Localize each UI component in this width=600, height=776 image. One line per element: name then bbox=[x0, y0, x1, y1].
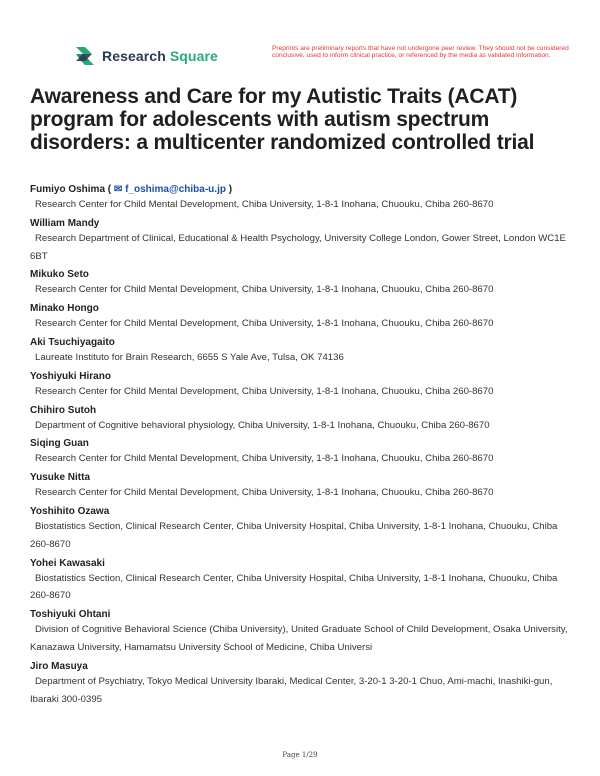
author-entry bbox=[30, 268, 575, 299]
author-affiliation: Division of Cognitive Behavioral Science (Chiba University), United Graduate School of Child Development, Osaka University, Kanazawa University, Hamamatsu University School of Medicine, Chiba Universi bbox=[30, 624, 568, 653]
author-name bbox=[30, 660, 575, 673]
author-name bbox=[30, 183, 575, 196]
author-affiliation: Research Department of Clinical, Educational & Health Psychology, University College London, Gower Street, London WC1E 6BT bbox=[30, 232, 566, 262]
author-entry bbox=[30, 437, 575, 468]
author-name-text: Yohei Kawasaki bbox=[30, 557, 105, 569]
author-affiliation: Research Center for Child Mental Development, Chiba University, 1-8-1 Inohana, Chuouku, Chiba 260-8670 bbox=[35, 385, 494, 397]
author-name-text: Fumiyo Oshima bbox=[30, 184, 106, 195]
author-entry bbox=[30, 660, 575, 709]
author-affiliation: Department of Psychiatry, Tokyo Medical University Ibaraki, Medical Center, 3-20-1 3-20-1 Chuo, Ami-machi, Inashiki-gun, Ibaraki 300-0395 bbox=[30, 675, 553, 705]
author-name-text: Yoshihito Ozawa bbox=[30, 505, 110, 517]
author-entry bbox=[30, 217, 575, 266]
logo-word-research: Research bbox=[102, 48, 170, 64]
author-name bbox=[30, 608, 575, 621]
author-affiliation: Research Center for Child Mental Development, Chiba University, 1-8-1 Inohana, Chuouku, Chiba 260-8670 bbox=[35, 284, 494, 296]
author-affiliation: Laureate Instituto for Brain Research, 6655 S Yale Ave, Tulsa, OK 74136 bbox=[35, 351, 344, 363]
author-email-link[interactable]: f_oshima@chiba-u.jp bbox=[125, 184, 226, 195]
author-affiliation: Biostatistics Section, Clinical Research Center, Chiba University Hospital, Chiba University, 1-8-1 Inohana, Chuouku, Chiba 260-8670 bbox=[30, 572, 558, 602]
email-paren-open: ( bbox=[105, 184, 114, 195]
author-affiliation: Research Center for Child Mental Development, Chiba University, 1-8-1 Inohana, Chuouku, Chiba 260-8670 bbox=[35, 453, 494, 465]
logo-word-square: Square bbox=[169, 48, 218, 64]
envelope-icon: ✉ bbox=[113, 184, 126, 195]
author-name-text: Siqing Guan bbox=[30, 438, 89, 450]
author-name bbox=[30, 471, 575, 484]
author-name-text: William Mandy bbox=[30, 217, 100, 229]
author-name bbox=[30, 268, 575, 281]
author-entry bbox=[30, 370, 575, 401]
author-name-text: Chihiro Sutoh bbox=[30, 404, 97, 416]
author-name bbox=[30, 437, 575, 450]
author-name bbox=[30, 336, 575, 349]
author-affiliation: Research Center for Child Mental Development, Chiba University, 1-8-1 Inohana, Chuouku, Chiba 260-8670 bbox=[35, 318, 494, 330]
author-name-text: Yusuke Nitta bbox=[30, 472, 91, 484]
author-name-text: Jiro Masuya bbox=[30, 660, 88, 672]
author-affiliation: Department of Cognitive behavioral physiology, Chiba University, 1-8-1 Inohana, Chuouku, Chiba 260-8670 bbox=[35, 419, 490, 431]
author-entry bbox=[30, 336, 575, 367]
author-affiliation: Biostatistics Section, Clinical Research Center, Chiba University Hospital, Chiba University, 1-8-1 Inohana, Chuouku, Chiba 260-8670 bbox=[30, 520, 558, 550]
author-name bbox=[30, 505, 575, 518]
author-name bbox=[30, 404, 575, 417]
paper-title: Awareness and Care for my Autistic Traits (ACAT) program for adolescents with autism spectrum disorders: a multicenter randomized controlled trial bbox=[30, 85, 535, 154]
author-name bbox=[30, 557, 575, 570]
author-entry bbox=[30, 404, 575, 435]
author-name-text: Yoshiyuki Hirano bbox=[30, 370, 111, 382]
logo-text bbox=[102, 48, 218, 64]
author-name bbox=[30, 217, 575, 230]
author-entry bbox=[30, 557, 575, 606]
author-affiliation: Research Center for Child Mental Development, Chiba University, 1-8-1 Inohana, Chuouku, Chiba 260-8670 bbox=[35, 199, 494, 210]
author-name bbox=[30, 370, 575, 383]
email-paren-close: ) bbox=[225, 184, 233, 195]
author-name-text: Aki Tsuchiyagaito bbox=[30, 336, 115, 348]
author-list bbox=[30, 180, 575, 708]
author-name-text: Toshiyuki Ohtani bbox=[30, 609, 111, 621]
author-entry bbox=[30, 183, 575, 214]
author-entry bbox=[30, 608, 575, 657]
author-name-text: Mikuko Seto bbox=[30, 269, 89, 281]
page-number: Page 1/29 bbox=[282, 751, 318, 759]
research-square-logo-icon bbox=[74, 45, 96, 67]
research-square-logo[interactable] bbox=[74, 45, 218, 67]
preprint-notice: Preprints are preliminary reports that have not undergone peer review. They should not be considered conclusive, used to inform clinical practice, or referenced by the media as validated information. bbox=[272, 45, 569, 60]
author-name-text: Minako Hongo bbox=[30, 303, 99, 315]
author-name bbox=[30, 302, 575, 315]
author-entry bbox=[30, 302, 575, 333]
author-entry bbox=[30, 505, 575, 554]
author-affiliation: Research Center for Child Mental Development, Chiba University, 1-8-1 Inohana, Chuouku, Chiba 260-8670 bbox=[35, 487, 494, 499]
page-header bbox=[74, 45, 574, 73]
author-entry bbox=[30, 471, 575, 502]
